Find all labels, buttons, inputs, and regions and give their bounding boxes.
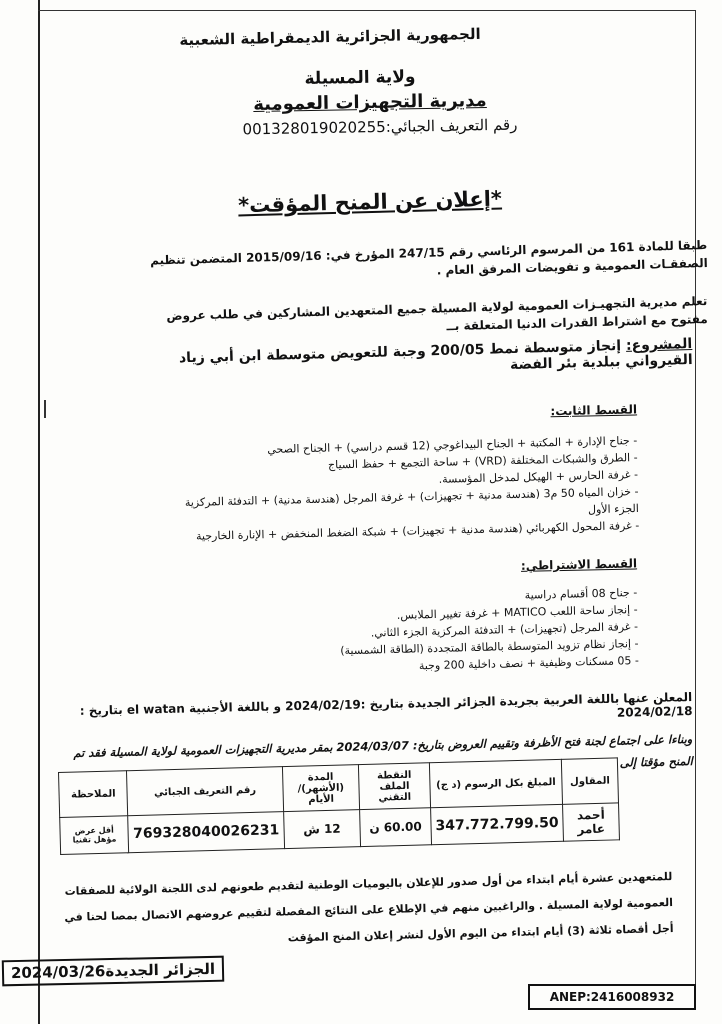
list-item: - غرفة المحول الكهربائي (هندسة مدنية + تجهيزات) + شبكة الضغط المنخفض + الإنارة الخارجية [159,517,639,546]
commission-line: وبناءا على اجتماع لجنة فتح الأظرفة وتقييم العروض بتاريخ: 2024/03/07 بمقر مديرية التجهيزات العمومية لولاية المسيلة فقد تم المنح مؤقتا إلى [73,731,693,770]
notice-paragraph: تعلم مديرية التجهيـزات العمومية لولاية المسيلة جميع المتعهدين المشاركين في طلب عروض مفتوح مع اشتراط القدرات الدنيا المتعلقة بــ [166,293,708,334]
header-tech-score: النقطة الملف التقني [359,763,431,810]
project-text: إنجاز متوسطة نمط 200/05 وجبة للتعويض متوسطة ابن أبي زياد القيرواني ببلدية بئر الفضة [178,337,693,374]
document-title: *إعلان عن المنح المؤقت* [237,186,503,218]
list-item: - الطرق والشبكات المختلفة (VRD) + ساحة التجمع + حفظ السياج [158,449,638,478]
list-item: - إنجاز ساحة اللعب MATICO + غرفة تغيير الملابس. [218,601,638,628]
list-item: - جناح الإدارة + المكتبة + الجناح البيداغوجي (12 قسم دراسي) + الجناح الصحي [157,432,637,461]
cell-amount: 347.772.799.50 [431,804,564,844]
header-amount: المبلغ بكل الرسوم (د ج) [429,759,562,807]
header-contractor: المقاول [561,758,618,804]
list-item: - غرفة الحارس + الهيكل لمدخل المؤسسة. [158,466,638,495]
cell-tech-score: 60.00 ن [360,808,432,847]
header-note: الملاحظة [59,771,129,818]
project-line [132,336,693,384]
list-item: - جناح 08 أقسام دراسية [217,584,637,611]
fixed-lot-list [157,432,639,546]
wilaya-heading: ولاية المسيلة [304,67,416,89]
project-label: المشروع: [625,336,693,354]
cell-contractor: أحمد عامر [563,803,620,841]
results-table [58,757,620,855]
margin-line [38,0,40,1024]
border-right [695,10,696,1010]
republic-heading: الجمهورية الجزائرية الديمقراطية الشعبية [179,24,481,50]
optional-lot-list [217,584,639,679]
anep-stamp: ANEP:2416008932 [528,984,696,1010]
list-item: - إنجاز نظام تزويد المتوسطة بالطاقة المتجددة (الطاقة الشمسية) [218,635,638,662]
newspaper-stamp: الجزائر الجديدة2024/03/26 [2,956,224,987]
announcement-line: المعلن عنها باللغة العربية بجريدة الجزائر الجديدة بتاريخ :2024/02/19 و باللغة الأجنبية el watan بتاريخ : 2024/02/18 [79,690,693,720]
optional-lot-title: القسط الاشتراطي: [520,556,638,573]
header-duration: المدة (الأشهر)/ الأيام [282,765,360,812]
fixed-lot-title: القسط الثابت: [550,402,638,419]
list-item: - غرفة المرجل (تجهيزات) + التدفئة المركزية الجزء الثاني. [218,618,638,645]
intro-paragraph: طبقا للمادة 161 من المرسوم الرئاسي رقم 247/15 المؤرخ في: 2015/09/16 المتضمن تنظيم الصفقـات العمومية و تفويضات المرفق العام . [149,237,708,278]
tax-id-line: رقم التعريف الجبائي:001328019020255 [242,115,518,139]
cell-note: أقل عرض مؤهل تقنيا [60,816,129,855]
appeal-paragraph: للمتعهدين عشرة أيام ابتداء من أول صدور للإعلان باليوميات الوطنية لتقديم طعونهم لدى اللجنة الولائية للصفقات العمومية لولاية المسيلة . والراغبين منهم في الإطلاع على النتائج المفصلة لتقييم عروضهم الاتصال بمصا لحنا في أجل أقصاه ثلاثة (3) أيام ابتداء من اليوم الأول لنشر إعلان المنح المؤقت [64,869,674,945]
list-item: - خزان المياه 50 م3 (هندسة مدنية + تجهيزات) + غرفة المرجل (هندسة مدنية) + التدفئة المركزية الجزء الأول [158,483,639,529]
border-top [38,10,696,11]
header-tax-id: رقم التعريف الجبائي [127,767,283,816]
directorate-heading: مديرية التجهيزات العمومية [253,89,487,116]
margin-mark [44,400,46,418]
list-item: - 05 مسكنات وظيفية + نصف داخلية 200 وجبة [219,652,639,679]
cell-duration: 12 ش [283,810,360,849]
cell-tax-id: 769328040026231 [128,812,284,853]
